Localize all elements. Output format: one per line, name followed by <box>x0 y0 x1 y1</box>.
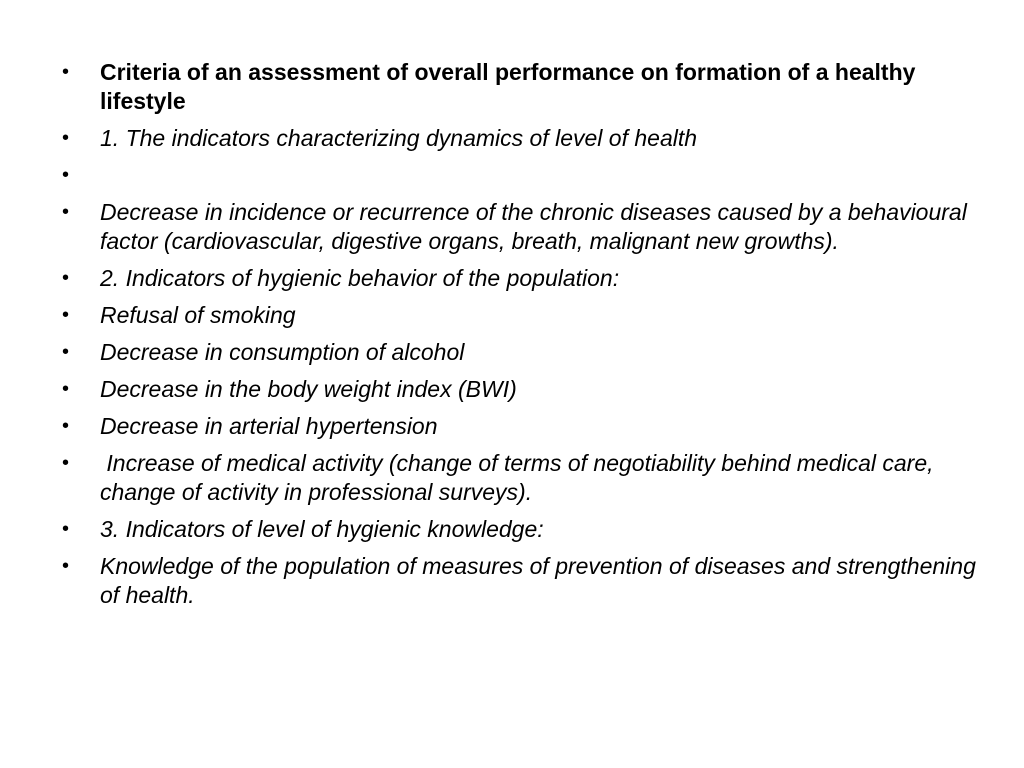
bullet-list <box>62 58 982 618</box>
bullet-text: Decrease in arterial hypertension <box>100 413 438 439</box>
bullet-dot-icon: • <box>62 452 70 474</box>
bullet-dot-icon: • <box>62 378 70 400</box>
bullet-text: Decrease in consumption of alcohol <box>100 339 465 365</box>
bullet-item-title <box>62 58 982 116</box>
bullet-text: Criteria of an assessment of overall performance on formation of a healthy lifestyle <box>100 59 916 114</box>
bullet-dot-icon: • <box>62 518 70 540</box>
bullet-text: 1. The indicators characterizing dynamics of level of health <box>100 125 698 151</box>
bullet-item <box>62 375 982 404</box>
bullet-dot-icon: • <box>62 415 70 437</box>
bullet-dot-icon: • <box>62 267 70 289</box>
bullet-dot-icon: • <box>62 61 70 83</box>
bullet-dot-icon: • <box>62 127 70 149</box>
bullet-item-empty <box>62 161 982 190</box>
bullet-item <box>62 412 982 441</box>
bullet-text: Decrease in incidence or recurrence of the chronic diseases caused by a behavioural factor (cardiovascular, digestive organs, breath, malignant new growths). <box>100 199 967 254</box>
bullet-text: 3. Indicators of level of hygienic knowledge: <box>100 516 544 542</box>
bullet-item <box>62 124 982 153</box>
bullet-text: Knowledge of the population of measures of prevention of diseases and strengthening of health. <box>100 553 976 608</box>
bullet-item <box>62 515 982 544</box>
bullet-text: 2. Indicators of hygienic behavior of the population: <box>100 265 620 291</box>
bullet-text: Refusal of smoking <box>100 302 296 328</box>
bullet-text: Decrease in the body weight index (BWI) <box>100 376 517 402</box>
bullet-dot-icon: • <box>62 555 70 577</box>
bullet-dot-icon: • <box>62 341 70 363</box>
bullet-item <box>62 301 982 330</box>
bullet-text: Increase of medical activity (change of terms of negotiability behind medical care, change of activity in professional surveys). <box>100 450 940 505</box>
bullet-dot-icon: • <box>62 164 70 186</box>
bullet-item <box>62 449 982 507</box>
bullet-item <box>62 552 982 610</box>
bullet-dot-icon: • <box>62 201 70 223</box>
bullet-item <box>62 264 982 293</box>
bullet-item <box>62 338 982 367</box>
bullet-item <box>62 198 982 256</box>
bullet-dot-icon: • <box>62 304 70 326</box>
